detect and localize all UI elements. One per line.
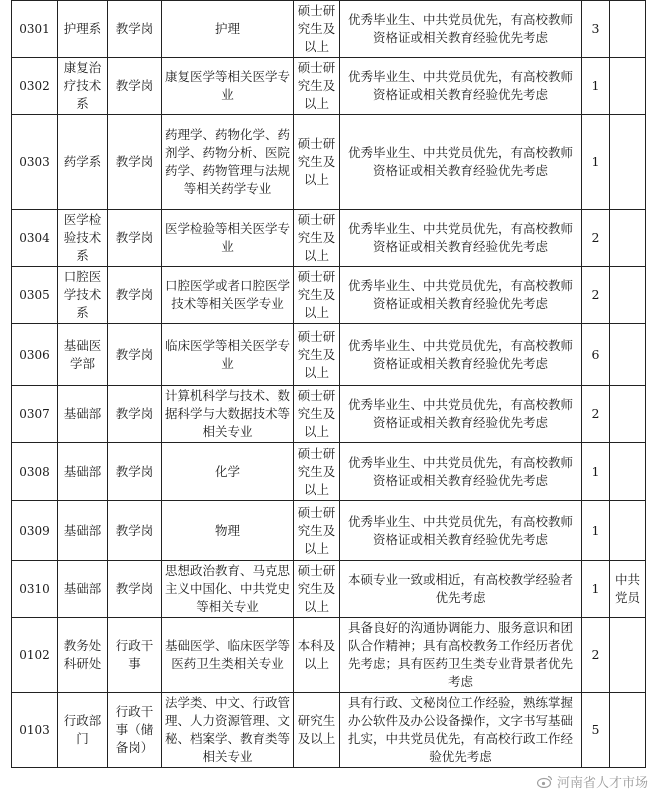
- requirement-cell: 优秀毕业生、中共党员优先，有高校教师资格证或相关教育经验优先考虑: [340, 501, 582, 561]
- edu-cell: 硕士研究生及以上: [294, 561, 340, 618]
- code-cell: 0302: [12, 58, 58, 115]
- post-cell: 行政干事: [108, 618, 162, 693]
- code-cell: 0304: [12, 210, 58, 267]
- code-cell: 0301: [12, 1, 58, 58]
- edu-cell: 硕士研究生及以上: [294, 1, 340, 58]
- watermark: [537, 772, 648, 791]
- count-cell: 2: [582, 267, 610, 324]
- code-cell: 0303: [12, 115, 58, 210]
- post-cell: 教学岗: [108, 386, 162, 443]
- table-row: [12, 443, 646, 501]
- requirement-cell: 具有行政、文秘岗位工作经验，熟练掌握办公软件及办公设备操作，文字书写基础扎实，中共党员优先，有高校行政工作经验优先考虑: [340, 693, 582, 768]
- dept-cell: 基础部: [58, 386, 108, 443]
- dept-cell: 基础医学部: [58, 324, 108, 386]
- table-row: [12, 1, 646, 58]
- count-cell: 1: [582, 561, 610, 618]
- edu-cell: 硕士研究生及以上: [294, 443, 340, 501]
- count-cell: 2: [582, 210, 610, 267]
- code-cell: 0307: [12, 386, 58, 443]
- dept-cell: 护理系: [58, 1, 108, 58]
- dept-cell: 行政部门: [58, 693, 108, 768]
- table-row: [12, 115, 646, 210]
- requirement-cell: 优秀毕业生、中共党员优先，有高校教师资格证或相关教育经验优先考虑: [340, 386, 582, 443]
- requirement-cell: 优秀毕业生、中共党员优先，有高校教师资格证或相关教育经验优先考虑: [340, 58, 582, 115]
- table-row: [12, 561, 646, 618]
- table-row: [12, 693, 646, 768]
- count-cell: 1: [582, 501, 610, 561]
- edu-cell: 硕士研究生及以上: [294, 501, 340, 561]
- major-cell: 基础医学、临床医学等医药卫生类相关专业: [162, 618, 294, 693]
- count-cell: 1: [582, 58, 610, 115]
- edu-cell: 硕士研究生及以上: [294, 115, 340, 210]
- count-cell: 2: [582, 386, 610, 443]
- edu-cell: 硕士研究生及以上: [294, 267, 340, 324]
- note-cell: [610, 210, 646, 267]
- note-cell: [610, 618, 646, 693]
- code-cell: 0306: [12, 324, 58, 386]
- count-cell: 1: [582, 115, 610, 210]
- note-cell: [610, 324, 646, 386]
- post-cell: 教学岗: [108, 58, 162, 115]
- major-cell: 口腔医学或者口腔医学技术等相关医学专业: [162, 267, 294, 324]
- note-cell: 中共党员: [610, 561, 646, 618]
- requirement-cell: 优秀毕业生、中共党员优先，有高校教师资格证或相关教育经验优先考虑: [340, 443, 582, 501]
- major-cell: 计算机科学与技术、数据科学与大数据技术等相关专业: [162, 386, 294, 443]
- table-row: [12, 210, 646, 267]
- table-row: [12, 58, 646, 115]
- note-cell: [610, 115, 646, 210]
- major-cell: 护理: [162, 1, 294, 58]
- major-cell: 临床医学等相关医学专业: [162, 324, 294, 386]
- edu-cell: 硕士研究生及以上: [294, 58, 340, 115]
- table-row: [12, 386, 646, 443]
- code-cell: 0308: [12, 443, 58, 501]
- dept-cell: 医学检验技术系: [58, 210, 108, 267]
- note-cell: [610, 693, 646, 768]
- dept-cell: 口腔医学技术系: [58, 267, 108, 324]
- code-cell: 0309: [12, 501, 58, 561]
- major-cell: 药理学、药物化学、药剂学、药物分析、医院药学、药物管理与法规等相关药学专业: [162, 115, 294, 210]
- table-body: [12, 1, 646, 768]
- major-cell: 思想政治教育、马克思主义中国化、中共党史等相关专业: [162, 561, 294, 618]
- requirement-cell: 优秀毕业生、中共党员优先，有高校教师资格证或相关教育经验优先考虑: [340, 115, 582, 210]
- count-cell: 5: [582, 693, 610, 768]
- recruitment-table: [11, 0, 646, 768]
- edu-cell: 硕士研究生及以上: [294, 210, 340, 267]
- requirement-cell: 本硕专业一致或相近，有高校教学经验者优先考虑: [340, 561, 582, 618]
- post-cell: 教学岗: [108, 210, 162, 267]
- weibo-icon: [537, 775, 553, 788]
- major-cell: 化学: [162, 443, 294, 501]
- note-cell: [610, 58, 646, 115]
- count-cell: 2: [582, 618, 610, 693]
- post-cell: 教学岗: [108, 501, 162, 561]
- major-cell: 康复医学等相关医学专业: [162, 58, 294, 115]
- requirement-cell: 优秀毕业生、中共党员优先，有高校教师资格证或相关教育经验优先考虑: [340, 324, 582, 386]
- note-cell: [610, 1, 646, 58]
- major-cell: 医学检验等相关医学专业: [162, 210, 294, 267]
- requirement-cell: 优秀毕业生、中共党员优先，有高校教师资格证或相关教育经验优先考虑: [340, 1, 582, 58]
- note-cell: [610, 267, 646, 324]
- count-cell: 1: [582, 443, 610, 501]
- dept-cell: 基础部: [58, 501, 108, 561]
- count-cell: 6: [582, 324, 610, 386]
- post-cell: 教学岗: [108, 324, 162, 386]
- table-row: [12, 501, 646, 561]
- dept-cell: 基础部: [58, 443, 108, 501]
- post-cell: 教学岗: [108, 561, 162, 618]
- code-cell: 0103: [12, 693, 58, 768]
- code-cell: 0102: [12, 618, 58, 693]
- code-cell: 0305: [12, 267, 58, 324]
- post-cell: 行政干事（储备岗）: [108, 693, 162, 768]
- requirement-cell: 具备良好的沟通协调能力、服务意识和团队合作精神；具有高校教务工作经历者优先考虑；具有医药卫生类专业背景者优先考虑: [340, 618, 582, 693]
- watermark-text: 河南省人才市场: [556, 776, 648, 791]
- note-cell: [610, 501, 646, 561]
- dept-cell: 教务处科研处: [58, 618, 108, 693]
- dept-cell: 药学系: [58, 115, 108, 210]
- table-row: [12, 618, 646, 693]
- edu-cell: 硕士研究生及以上: [294, 386, 340, 443]
- table-row: [12, 267, 646, 324]
- dept-cell: 康复治疗技术系: [58, 58, 108, 115]
- post-cell: 教学岗: [108, 115, 162, 210]
- table-row: [12, 324, 646, 386]
- note-cell: [610, 443, 646, 501]
- edu-cell: 硕士研究生及以上: [294, 324, 340, 386]
- note-cell: [610, 386, 646, 443]
- dept-cell: 基础部: [58, 561, 108, 618]
- post-cell: 教学岗: [108, 443, 162, 501]
- edu-cell: 研究生及以上: [294, 693, 340, 768]
- requirement-cell: 优秀毕业生、中共党员优先，有高校教师资格证或相关教育经验优先考虑: [340, 267, 582, 324]
- code-cell: 0310: [12, 561, 58, 618]
- major-cell: 物理: [162, 501, 294, 561]
- edu-cell: 本科及以上: [294, 618, 340, 693]
- post-cell: 教学岗: [108, 267, 162, 324]
- post-cell: 教学岗: [108, 1, 162, 58]
- major-cell: 法学类、中文、行政管理、人力资源管理、文秘、档案学、教育类等相关专业: [162, 693, 294, 768]
- count-cell: 3: [582, 1, 610, 58]
- requirement-cell: 优秀毕业生、中共党员优先，有高校教师资格证或相关教育经验优先考虑: [340, 210, 582, 267]
